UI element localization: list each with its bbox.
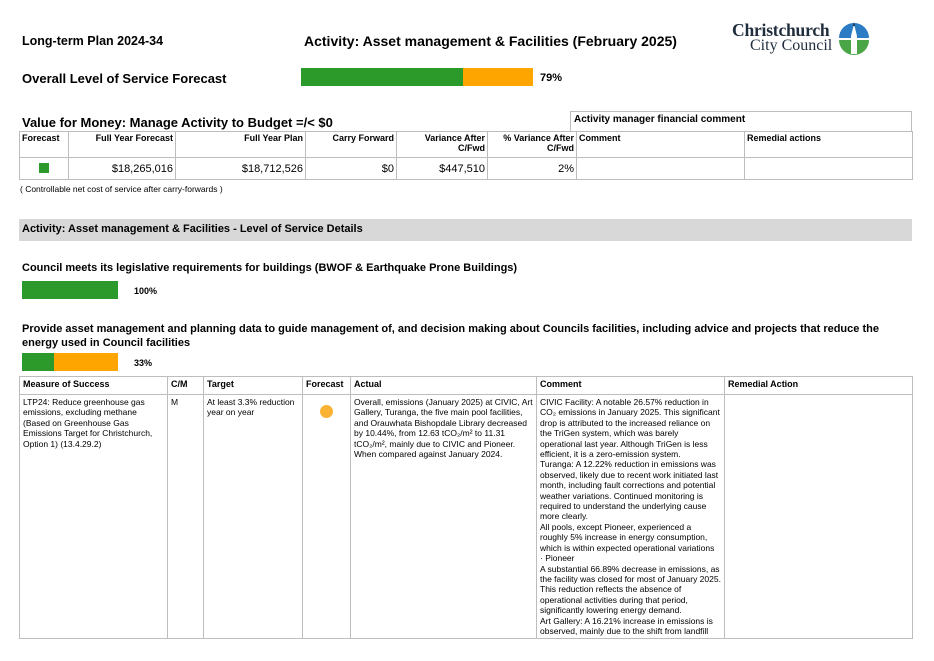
los1-percent: 100% [134, 286, 158, 296]
col-full-year-plan: Full Year Plan [176, 132, 306, 158]
pct-variance-value: 2% [488, 158, 577, 180]
los2-orange-segment [54, 353, 118, 371]
variance-value: $447,510 [397, 158, 488, 180]
forecast-green-square [39, 163, 49, 173]
cathedral-icon [836, 22, 872, 56]
col-comment: Comment [537, 377, 725, 395]
col-forecast: Forecast [303, 377, 351, 395]
manager-comment-title: Activity manager financial comment [570, 111, 912, 131]
actual-cell: Overall, emissions (January 2025) at CIVIC, Art Gallery, Turanga, the five main pool facilities, and Orauwhata Bishopdale Library decreased by 10.44%, from 12.63 tCO₂/m² to 11.31 tCO₂/m², mainly due to CIVIC and Pioneer. When compared against January 2024. [351, 395, 537, 639]
financial-table [19, 131, 913, 180]
target-cell: At least 3.3% reduction year on year [204, 395, 303, 639]
cm-cell: M [168, 395, 204, 639]
los2-percent: 33% [134, 358, 153, 368]
overall-progress-bar [301, 68, 533, 86]
col-target: Target [204, 377, 303, 395]
col-pct-variance: % Variance After C/Fwd [488, 132, 577, 158]
col-variance: Variance After C/Fwd [397, 132, 488, 158]
value-for-money-title: Value for Money: Manage Activity to Budget =/< $0 [22, 115, 333, 130]
plan-title: Long-term Plan 2024-34 [22, 34, 164, 48]
page-title: Activity: Asset management & Facilities (February 2025) [304, 33, 677, 49]
los2-progress-bar [22, 353, 118, 371]
col-forecast: Forecast [20, 132, 69, 158]
los1-green-segment [22, 281, 118, 299]
col-full-year-forecast: Full Year Forecast [69, 132, 176, 158]
logo-line-2: City Council [750, 37, 833, 54]
los-table [19, 376, 913, 639]
forecast-indicator [20, 158, 69, 180]
forecast-cell [303, 395, 351, 639]
council-logo [732, 20, 882, 60]
full-year-forecast-value: $18,265,016 [69, 158, 176, 180]
los2-green-segment [22, 353, 54, 371]
remedial-cell [745, 158, 913, 180]
section-header [19, 219, 912, 241]
col-measure: Measure of Success [20, 377, 168, 395]
col-comment: Comment [577, 132, 745, 158]
col-remedial: Remedial actions [745, 132, 913, 158]
comment-cell [577, 158, 745, 180]
los1-title: Council meets its legislative requirements for buildings (BWOF & Earthquake Prone Buildings) [22, 262, 518, 274]
section-title: Activity: Asset management & Facilities - Level of Service Details [22, 223, 363, 235]
logo-line-1: Christchurch [732, 20, 830, 40]
progress-green-segment [301, 68, 463, 86]
measure-cell: LTP24: Reduce greenhouse gas emissions, excluding methane (Based on Greenhouse Gas Emissions Target for Christchurch, Option 1) (13.4.29.2) [20, 395, 168, 639]
carry-forward-value: $0 [306, 158, 397, 180]
col-carry-forward: Carry Forward [306, 132, 397, 158]
overall-forecast-label: Overall Level of Service Forecast [22, 71, 227, 86]
los1-progress-bar [22, 281, 118, 299]
col-remedial-action: Remedial Action [725, 377, 913, 395]
remedial-action-cell [725, 395, 913, 639]
col-cm: C/M [168, 377, 204, 395]
forecast-amber-dot [320, 405, 333, 418]
financial-note: ( Controllable net cost of service after carry-forwards ) [20, 184, 223, 194]
los2-title: Provide asset management and planning data to guide management of, and decision making about Councils facilities, including advice and projects that reduce the energy used in Council facilities [22, 323, 879, 349]
comment-cell: CIVIC Facility: A notable 26.57% reduction in CO₂ emissions in January 2025. This significant drop is attributed to the increased reliance on the TriGen system, which was barely operational last year. Although TriGen is less efficient, it is a zero-emission system. Turanga: A 12.22% reduction in emissions was observed, likely due to recent work initiated last month, including fault corrections and potential weather variations. Continued monitoring is required to understand the underlying cause more clearly. All pools, except Pioneer, experienced a roughly 5% increase in energy consumption, which is within expected operational variations · Pioneer A substantial 66.89% decrease in emissions, as the facility was closed for most of January 2025. This reduction reflects the absence of operational activities during that period, significantly lowering energy demand. Art Gallery: A 16.21% increase in emissions is observed, mainly due to the shift from landfill [537, 395, 725, 639]
col-actual: Actual [351, 377, 537, 395]
overall-percent: 79% [540, 72, 563, 84]
progress-orange-segment [463, 68, 533, 86]
full-year-plan-value: $18,712,526 [176, 158, 306, 180]
